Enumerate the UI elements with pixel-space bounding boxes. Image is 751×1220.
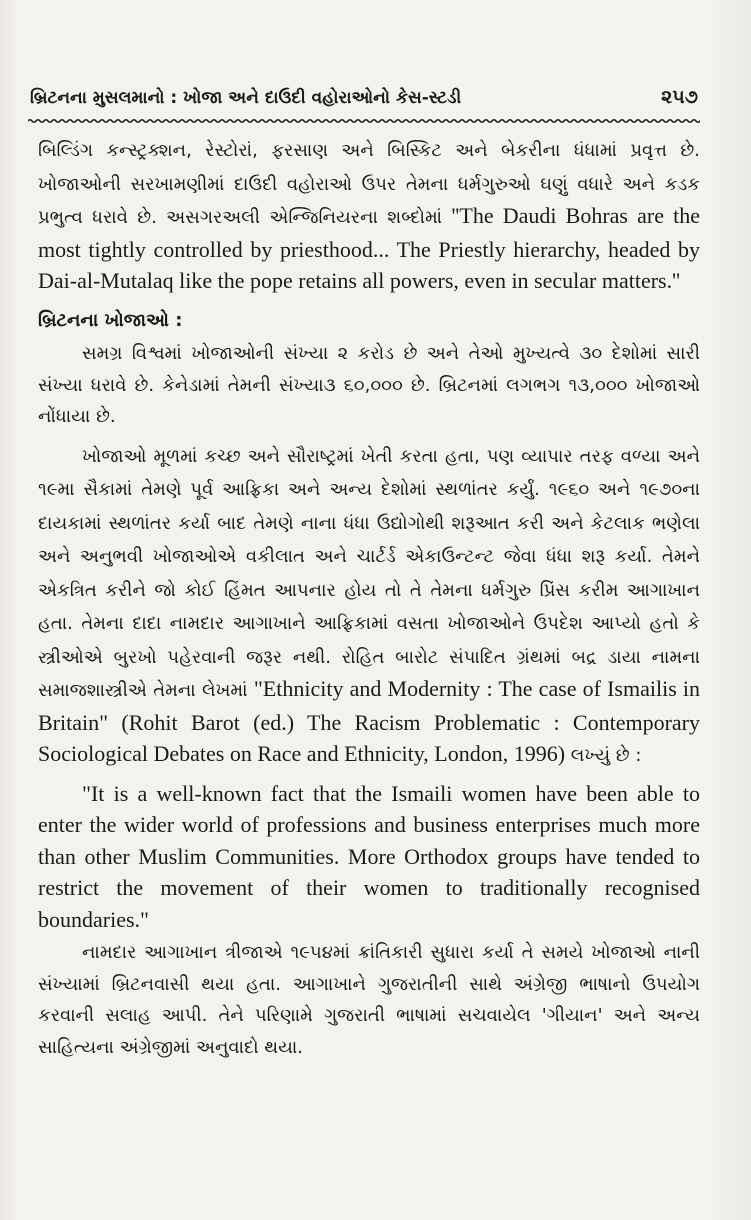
wavy-header-rule bbox=[28, 118, 700, 124]
paragraph-3-gujarati: ખોજાઓ મૂળમાં કચ્છ અને સૌરાષ્ટ્રમાં ખેતી કરતા હતા, પણ વ્યાપાર તરફ વળ્યા અને ૧૯મા સૈકામાં તેમણે પૂર્વ આફ્રિકા અને અન્ય દેશોમાં સ્થળાંતર કર્યું. ૧૯૬૦ અને ૧૯૭૦ના દાયકામાં સ્થળાંતર કર્યા બાદ તેમણે નાના ધંધા ઉદ્યોગોથી શરૂઆત કરી અને કેટલાક ભણેલા અને અનુભવી ખોજાઓએ વકીલાત અને ચાર્ટર્ડ એકાઉન્ટન્ટ જેવા ધંધા શરૂ કર્યા. તેમને એકત્રિત કરીને જો કોઈ હિંમત આપનાર હોય તો તે તેમના ધર્મગુરુ પ્રિંસ કરીમ આગાખાન હતા. તેમના દાદા નામદાર આગાખાને આફ્રિકામાં વસતા ખોજાઓને ઉપદેશ આપ્યો હતો કે સ્ત્રીઓએ બુરખો પહેરવાની જરૂર નથી. રોહિત બારોટ સંપાદિત ગ્રંથમાં બદ્ર ડાયા નામના સમાજશાસ્ત્રીએ તેમના લેખમાં bbox=[38, 445, 700, 701]
paragraph-3-citation: "Ethnicity and Modernity : The case of Ismailis in Britain" (Rohit Barot (ed.) The Racism Problematic : Contemporary Sociological Debates on Race and Ethnicity, London, 1996) bbox=[38, 676, 700, 766]
section-heading: બ્રિટનના ખોજાઓ : bbox=[38, 309, 183, 331]
paragraph-4: નામદાર આગાખાન ત્રીજાએ ૧૯૫૪માં ક્રાંતિકારી સુધારા કર્યા તે સમયે ખોજાઓ નાની સંખ્યામાં બ્રિટનવાસી થયા હતા. આગાખાને ગુજરાતીની સાથે અંગ્રેજી ભાષાનો ઉપયોગ કરવાની સલાહ આપી. તેને પરિણામે ગુજરાતી ભાષામાં સચવાયેલ 'ગીયાન' અને અન્ય સાહિત્યના અંગ્રેજીમાં અનુવાદો થયા. bbox=[38, 942, 700, 1058]
paragraph-3 bbox=[38, 439, 700, 772]
paragraph-2: સમગ્ર વિશ્વમાં ખોજાઓની સંખ્યા ૨ કરોડ છે અને તેઓ મુખ્યત્વે ૩૦ દેશોમાં સારી સંખ્યા ધરાવે છે. કેનેડામાં તેમની સંખ્યા૩ ૬૦,૦૦૦ છે. બ્રિટનમાં લગભગ ૧૩,૦૦૦ ખોજાઓ નોંધાયા છે. bbox=[38, 343, 700, 427]
block-quote: "It is a well-known fact that the Ismaili women have been able to enter the wider world of professions and business enterprises much more than other Muslim Communities. More Orthodox groups have tended to restrict the movement of their women to traditionally recognised boundaries." bbox=[38, 780, 700, 932]
chapter-title: બ્રિટનના મુસલમાનો : ખોજા અને દાઉદી વહોરાઓનો કેસ-સ્ટડી bbox=[30, 88, 462, 108]
page-number: ૨૫૭ bbox=[661, 86, 698, 108]
paragraph-1 bbox=[38, 133, 700, 297]
page-body bbox=[38, 133, 700, 1063]
running-header bbox=[30, 88, 698, 120]
paragraph-1-english-quote: ''The Daudi Bohras are the most tightly controlled by priesthood... The Priestly hierarchy, headed by Dai-al-Mutalaq like the pope retains all powers, even in secular matters.'' bbox=[38, 203, 700, 293]
paragraph-3-tail: લખ્યું છે : bbox=[565, 745, 642, 766]
paragraph-1-gujarati: બિલ્ડિંગ કન્સ્ટ્રક્શન, રેસ્ટોરાં, ફરસાણ અને બિસ્કિટ અને બેકરીના ધંધામાં પ્રવૃત્ત છે. ખોજાઓની સરખામણીમાં દાઉદી વહોરાઓ ઉપર તેમના ધર્મગુરુઓ ઘણું વધારે અને કડક પ્રભુત્વ ધરાવે છે. અસગરઅલી એન્જિનિયરના શબ્દોમાં bbox=[38, 140, 700, 228]
